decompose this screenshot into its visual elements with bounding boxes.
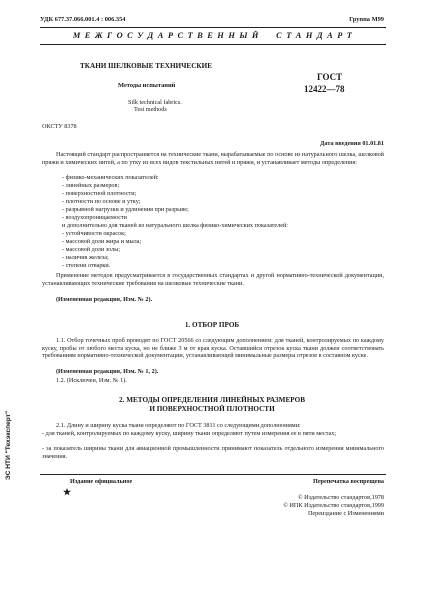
- list-item: - плотности по основе и утку;: [62, 198, 141, 205]
- section-heading: 2. МЕТОДЫ ОПРЕДЕЛЕНИЯ ЛИНЕЙНЫХ РАЗМЕРОВ: [119, 396, 305, 404]
- list-item: - степени отварки.: [62, 262, 111, 269]
- list-item: - наличия железа;: [62, 254, 109, 261]
- list-item: - массовой доли жира и мыла;: [62, 238, 142, 245]
- copyright-line: © Издательство стандартов,1978: [297, 494, 384, 501]
- list-item: - разрывной нагрузки и удлинения при разрыве;: [62, 206, 189, 213]
- section-heading: И ПОВЕРХНОСТНОЙ ПЛОТНОСТИ: [149, 405, 275, 413]
- reprint-notice: Перепечатка воспрещена: [313, 478, 384, 485]
- footer-rule: [40, 474, 386, 475]
- banner-rule: [40, 44, 386, 45]
- star-icon: ★: [63, 487, 72, 497]
- top-rule: [40, 27, 386, 28]
- section-paragraph: - за показатель ширины ткани для авиационной промышленности принимают показатель отдельного измерения минимального значения.: [42, 445, 384, 460]
- list-item: - физико-механических показателей:: [62, 174, 159, 181]
- document-subtitle: Методы испытаний: [118, 82, 176, 89]
- section-paragraph: 2.1. Длину и ширину куска ткани определяют по ГОСТ 3811 со следующими дополнениями:: [56, 422, 301, 429]
- intro-date: Дата введения 01.01.81: [320, 140, 384, 147]
- list-item: - поверхностной плотности;: [62, 190, 137, 197]
- list-item: - массовой доли золы;: [62, 246, 121, 253]
- udk-code: УДК 677.37.066.001.4 : 006.354: [40, 16, 126, 23]
- section-paragraph: 1.1. Отбор точечных проб проводят по ГОСТ 20566 со следующим дополнением: для тканей, контролируемых по каждому куску, пробы от любого места куска, но не ближе 3 м от края куска. Оставшийся отрезок куска ткани должен соответствовать требованиям нормативно-технической документации, устанавливающей минимальные размеры отрезов в составном куске.: [42, 337, 384, 360]
- copyright-line: © ИПК Издательство стандартов,1999: [283, 502, 384, 509]
- gost-label: ГОСТ: [317, 72, 343, 82]
- list-item: - устойчивости окрасок;: [62, 230, 126, 237]
- copyright-line: Переиздание с Изменениями: [307, 510, 384, 517]
- okstu-code: ОКСТУ 8378: [42, 123, 77, 130]
- standard-banner: М Е Ж Г О С У Д А Р С Т В Е Н Н Ы Й С Т А Н Д А Р Т: [72, 31, 354, 40]
- title-en-line2: Test methods: [134, 106, 167, 113]
- document-title: ТКАНИ ШЕЛКОВЫЕ ТЕХНИЧЕСКИЕ: [80, 62, 213, 70]
- gost-number: 12422—78: [304, 84, 345, 94]
- group-code: Группа М99: [349, 16, 384, 23]
- amendment-note: (Измененная редакция, Изм. № 2).: [56, 296, 153, 303]
- intro-paragraph-3: Применение методов предусматривается в государственных стандартах и другой нормативно-технической документации, устанавливающих технические требования на шелковые технические ткани.: [42, 272, 384, 287]
- title-en-line1: Silk technical fabrics.: [128, 99, 182, 106]
- section-paragraph: 1.2. (Исключен, Изм. № 1).: [56, 377, 127, 384]
- side-stamp: ЭС НТИ "Техэксперт": [5, 410, 12, 480]
- list-item: - воздухопроницаемости: [62, 214, 127, 221]
- official-edition-label: Издание официальное: [70, 478, 133, 485]
- intro-paragraph: Настоящий стандарт распространяется на технические ткани, вырабатываемые по основе из натурального шелка, шелковой пряжи и химических нитей, а по утку из всех видов текстильных нитей и пряжи, и устанавливает методы определения:: [42, 151, 384, 166]
- section-paragraph: - для тканей, контролируемых по каждому куску, ширину ткани определяют путем измерения ее в пяти местах;: [42, 430, 337, 437]
- list-item: - линейных размеров;: [62, 182, 120, 189]
- section-heading: 1. ОТБОР ПРОБ: [184, 321, 240, 329]
- amendment-note: (Измененная редакция, Изм. № 1, 2).: [56, 368, 159, 375]
- intro-paragraph-2: и дополнительно для тканей из натурального шелка физико-химических показателей:: [62, 222, 288, 229]
